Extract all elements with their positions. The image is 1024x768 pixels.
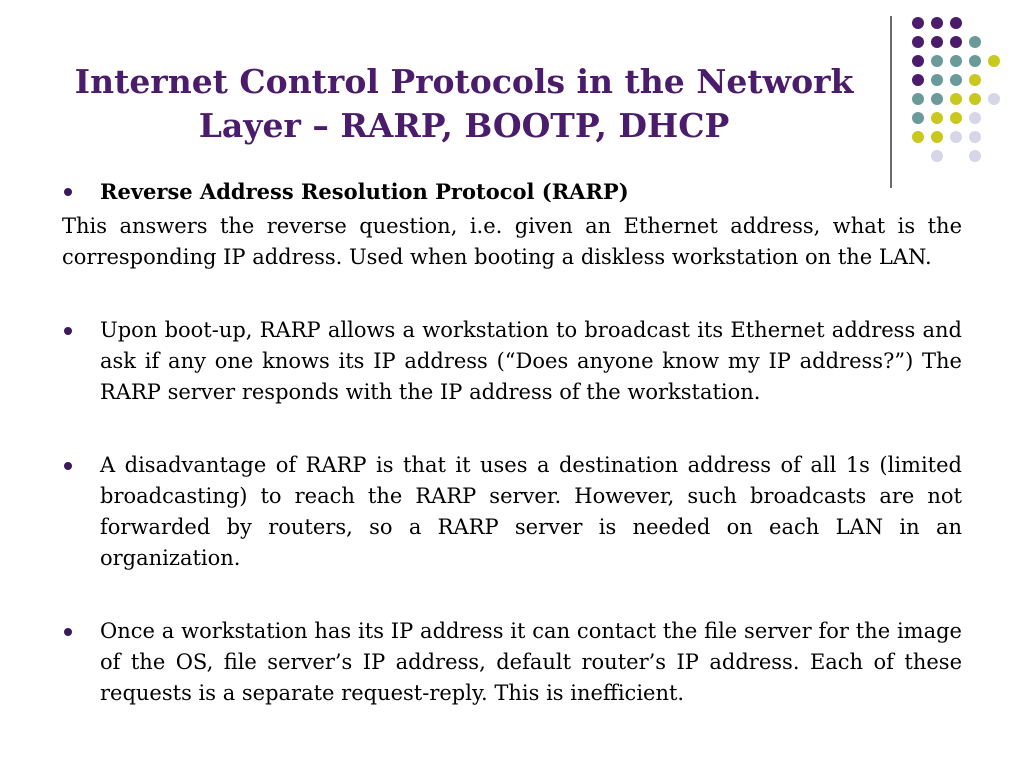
slide-title bbox=[40, 60, 888, 148]
bullet-heading-text: Reverse Address Resolution Protocol (RARP) bbox=[100, 179, 629, 204]
decor-dot bbox=[969, 36, 981, 48]
decor-dot bbox=[931, 112, 943, 124]
decorative-dot-grid bbox=[904, 14, 1024, 174]
decor-dot bbox=[950, 17, 962, 29]
bullet-text: Upon boot-up, RARP allows a workstation to broadcast its Ethernet address and ask if any one knows its IP address (“Does anyone know my IP address?”) The RARP server responds with the IP address of the workstation. bbox=[100, 318, 962, 404]
decor-dot bbox=[950, 36, 962, 48]
decor-dot bbox=[931, 36, 943, 48]
bullet-dot-icon bbox=[64, 327, 72, 335]
bullet-item-boot-up bbox=[62, 315, 962, 408]
decor-dot bbox=[950, 131, 962, 143]
decor-dot bbox=[969, 131, 981, 143]
decor-dot bbox=[931, 17, 943, 29]
decor-dot bbox=[912, 17, 924, 29]
bullet-dot-icon bbox=[64, 188, 72, 196]
decor-dot bbox=[931, 131, 943, 143]
bullet-dot-icon bbox=[64, 628, 72, 636]
bullet-item-file-server bbox=[62, 616, 962, 709]
bullet-heading-rarp bbox=[62, 176, 962, 207]
decor-dot bbox=[931, 74, 943, 86]
decor-dot bbox=[969, 112, 981, 124]
vertical-divider bbox=[890, 16, 892, 188]
decor-dot bbox=[950, 112, 962, 124]
decor-dot bbox=[912, 131, 924, 143]
dot-grid-graphic bbox=[904, 14, 1024, 174]
decor-dot bbox=[969, 55, 981, 67]
decor-dot bbox=[969, 150, 981, 162]
decor-dot bbox=[912, 93, 924, 105]
title-line-2: Layer – RARP, BOOTP, DHCP bbox=[198, 106, 730, 145]
decor-dot bbox=[912, 55, 924, 67]
bullet-text: A disadvantage of RARP is that it uses a destination address of all 1s (limited broadcasting) to reach the RARP server. However, such broadcasts are not forwarded by routers, so a RARP server is needed on each LAN in an organization. bbox=[100, 453, 962, 570]
decor-dot bbox=[950, 93, 962, 105]
bullet-item-disadvantage bbox=[62, 450, 962, 574]
decor-dot bbox=[969, 74, 981, 86]
decor-dot bbox=[950, 55, 962, 67]
decor-dot bbox=[988, 93, 1000, 105]
decor-dot bbox=[931, 150, 943, 162]
slide-body bbox=[62, 176, 962, 709]
decor-dot bbox=[912, 112, 924, 124]
bullet-dot-icon bbox=[64, 462, 72, 470]
title-line-1: Internet Control Protocols in the Network bbox=[74, 62, 854, 101]
decor-dot bbox=[931, 55, 943, 67]
bullet-text: Once a workstation has its IP address it can contact the file server for the image of the OS, file server’s IP address, default router’s IP address. Each of these requests is a separate request-reply. This is inefficient. bbox=[100, 619, 962, 705]
decor-dot bbox=[988, 55, 1000, 67]
decor-dot bbox=[912, 36, 924, 48]
decor-dot bbox=[931, 93, 943, 105]
decor-dot bbox=[912, 74, 924, 86]
decor-dot bbox=[950, 74, 962, 86]
decor-dot bbox=[969, 93, 981, 105]
intro-paragraph: This answers the reverse question, i.e. given an Ethernet address, what is the corresponding IP address. Used when booting a diskless workstation on the LAN. bbox=[62, 214, 962, 269]
